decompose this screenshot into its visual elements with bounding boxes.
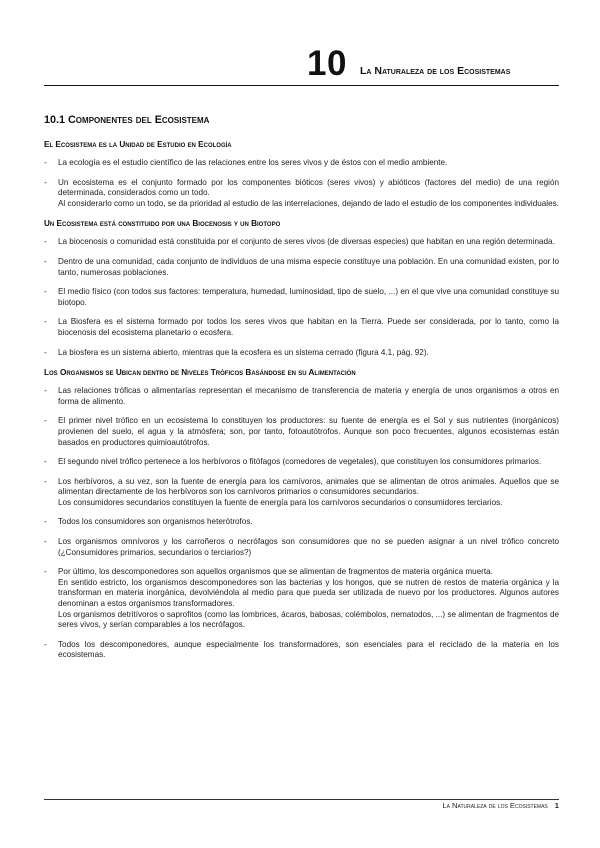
page-footer	[442, 801, 559, 810]
bullet-dash: -	[44, 476, 47, 486]
list-item-paragraph: En sentido estricto, los organismos descomponedores son las bacterias y los hongos, que se nutren de restos de materia orgánica y la transforman en materia inorgánica, devolviéndola al medio para que pueda ser utilizada de nuevo por los productores. Algunos autores denominan a estos organismos transformadores.	[58, 577, 559, 609]
footer-running-title: La Naturaleza de los Ecosistemas	[442, 801, 548, 810]
list-item-paragraph: Todos los descomponedores, aunque especialmente los transformadores, son esenciales para el reciclado de la materia en los ecosistemas.	[58, 639, 559, 660]
list-item-paragraph: Los consumidores secundarios constituyen la fuente de energía para los carnívoros secundarios o consumidores terciarios.	[58, 497, 503, 507]
chapter-header	[44, 40, 559, 86]
subsection-heading: El Ecosistema es la Unidad de Estudio en Ecología	[44, 140, 232, 149]
bullet-dash: -	[44, 177, 47, 187]
section-title: 10.1 Componentes del Ecosistema	[44, 114, 210, 126]
list-item-paragraph: Todos los consumidores son organismos heterótrofos.	[58, 517, 253, 527]
bullet-dash: -	[44, 347, 47, 357]
list-item-paragraph: Dentro de una comunidad, cada conjunto de individuos de una misma especie constituye una población. En una comunidad existen, por lo tanto, numerosas poblaciones.	[58, 256, 559, 277]
list-item	[44, 348, 559, 359]
bullet-dash: -	[44, 537, 47, 547]
list-item	[44, 386, 559, 407]
header-rule	[44, 85, 559, 86]
list-item-paragraph: Al considerarlo como un todo, se da prioridad al estudio de las interrelaciones, dejando de lado el estudio de los componentes individuales.	[58, 198, 559, 208]
footer-rule	[44, 799, 559, 800]
list-item-paragraph: La Biosfera es el sistema formado por todos los seres vivos que habitan en la Tierra. Puede ser considerada, por lo tanto, como la biocenosis del ecosistema planetario o ecosfera.	[58, 317, 559, 337]
bullet-dash: -	[44, 317, 47, 327]
list-item	[44, 457, 559, 468]
list-item	[44, 640, 559, 661]
bullet-dash: -	[44, 256, 47, 266]
list-item	[44, 237, 559, 248]
list-item-paragraph: Un ecosistema es el conjunto formado por los componentes bióticos (seres vivos) y abióticos (factores del medio) de una región determinada, considerados como un todo.	[58, 177, 559, 198]
bullet-dash: -	[44, 237, 47, 247]
chapter-number: 10	[307, 44, 347, 83]
subsection-heading: Los Organismos se Ubican dentro de Niveles Tróficos Basándose en su Alimentación	[44, 368, 356, 378]
list-item-paragraph: Los organismos detritívoros o saprofitos (como las lombrices, ácaros, babosas, colémbolos, nematodos, ...) se alimentan de fragmentos de seres vivos, y serían comparables a los necrófagos.	[58, 609, 559, 630]
list-item	[44, 287, 559, 308]
bullet-dash: -	[44, 386, 47, 396]
list-item-paragraph: La biosfera es un sistema abierto, mientras que la ecosfera es un sistema cerrado (figura 4.1, pág. 92).	[58, 347, 429, 357]
list-item-paragraph: Por último, los descomponedores son aquellos organismos que se alimentan de fragmentos de materia orgánica muerta.	[58, 567, 493, 577]
page-content	[44, 114, 559, 671]
bullet-dash: -	[44, 457, 47, 467]
list-item-paragraph: El segundo nivel trófico pertenece a los herbívoros o fitófagos (comedores de vegetales), que constituyen los consumidores primarios.	[58, 457, 542, 467]
list-item-paragraph: El medio físico (con todos sus factores: temperatura, humedad, luminosidad, tipo de suelo, ...) en el que vive una comunidad constituye su biotopo.	[58, 287, 559, 307]
bullet-dash: -	[44, 416, 47, 426]
list-item-paragraph: La ecología es el estudio científico de las relaciones entre los seres vivos y de éstos con el medio ambiente.	[58, 158, 448, 167]
list-item	[44, 317, 559, 338]
list-item	[44, 178, 559, 210]
list-item	[44, 416, 559, 448]
list-item-paragraph: Los organismos omnívoros y los carroñeros o necrófagos son consumidores que no se pueden asignar a un nivel trófico concreto (¿Consumidores primarios, secundarios o terciarios?)	[58, 537, 559, 557]
bullet-list	[44, 386, 559, 661]
chapter-title: La Naturaleza de los Ecosistemas	[360, 65, 511, 77]
section-blocks	[44, 140, 559, 661]
list-item-paragraph: Los herbívoros, a su vez, son la fuente de energía para los carnívoros, animales que se alimentan de otros animales. Aquellos que se alimentan directamente de los herbívoros son los carnívoros primarios o consumidores secundarios.	[58, 476, 559, 497]
subsection-heading: Un Ecosistema está constituido por una Biocenosis y un Biotopo	[44, 219, 281, 229]
bullet-dash: -	[44, 567, 47, 577]
list-item	[44, 158, 559, 169]
bullet-dash: -	[44, 158, 47, 167]
list-item	[44, 257, 559, 278]
list-item-paragraph: La biocenosis o comunidad está constituida por el conjunto de seres vivos (de diversas especies) que habitan en una región determinada.	[58, 237, 555, 247]
list-item-paragraph: Las relaciones tróficas o alimentarías representan el mecanismo de transferencia de materia y energía de unos organismos a otros en forma de alimento.	[58, 386, 559, 406]
page-number: 1	[554, 801, 559, 810]
list-item	[44, 477, 559, 509]
bullet-list	[44, 158, 559, 209]
bullet-dash: -	[44, 517, 47, 527]
document-page	[44, 0, 559, 848]
bullet-dash: -	[44, 639, 47, 649]
bullet-list	[44, 237, 559, 358]
list-item	[44, 537, 559, 558]
bullet-dash: -	[44, 287, 47, 297]
list-item-paragraph: El primer nivel trófico en un ecosistema lo constituyen los productores: su fuente de energía es el Sol y sus nutrientes (inorgánicos) provienen del suelo, el agua y la atmósfera; son, por tanto, fotoautótrofos. Aunque son poco frecuentes, algunos ecosistemas están basados en productores quimioautótrofos.	[58, 416, 559, 447]
list-item	[44, 517, 559, 528]
list-item	[44, 567, 559, 631]
